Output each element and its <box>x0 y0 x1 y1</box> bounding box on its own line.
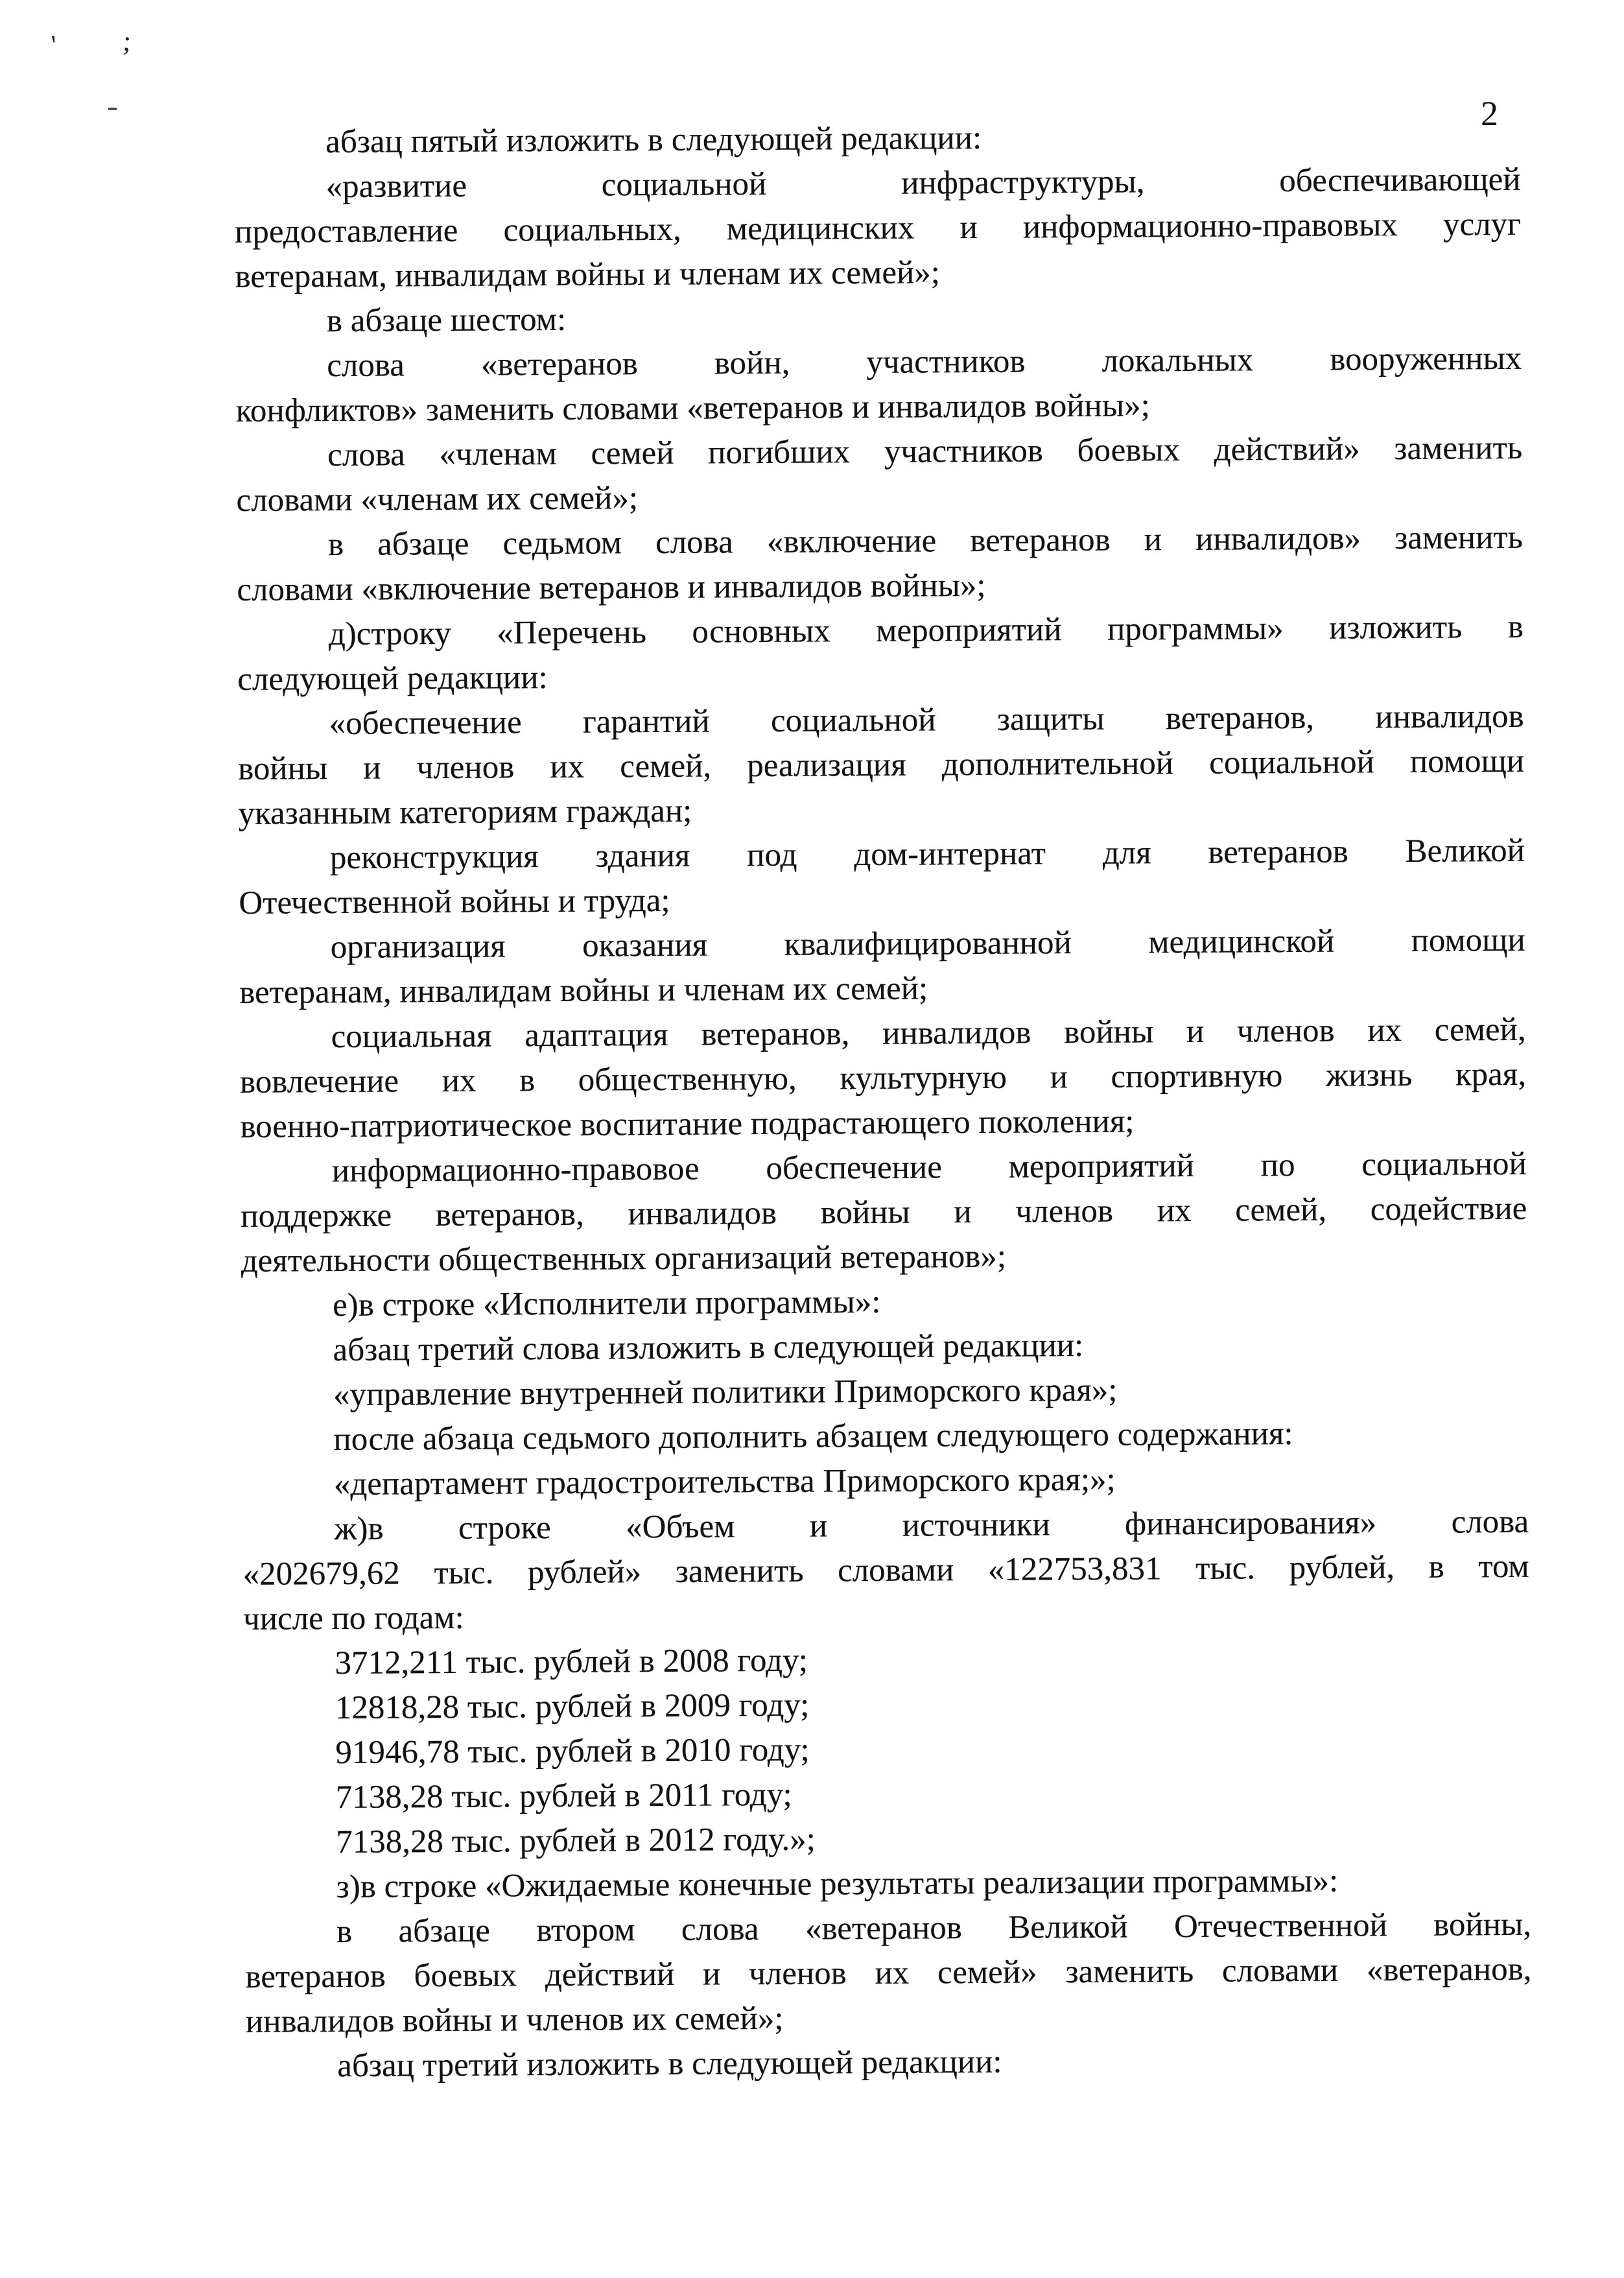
document-line: организация оказания квалифицированной медицинской помощи <box>330 921 1525 966</box>
document-line: абзац третий слова изложить в следующей редакции: <box>333 1327 1084 1369</box>
document-line: 7138,28 тыс. рублей в 2011 году; <box>335 1776 792 1816</box>
document-line: ветеранам, инвалидам войны и членам их семей»; <box>235 254 941 295</box>
document-line: абзац пятый изложить в следующей редакции: <box>325 119 982 161</box>
document-line: военно-патриотическое воспитание подрастающего поколения; <box>240 1103 1135 1145</box>
document-line: после абзаца седьмого дополнить абзацем следующего содержания: <box>333 1416 1293 1458</box>
document-line: 3712,211 тыс. рублей в 2008 году; <box>335 1642 808 1682</box>
document-line: д)строку «Перечень основных мероприятий программы» изложить в <box>328 608 1524 653</box>
document-line: з)в строке «Ожидаемые конечные результаты реализации программы»: <box>336 1862 1339 1906</box>
scan-artifact-speck: ; <box>122 25 132 58</box>
document-line: вовлечение их в общественную, культурную и спортивную жизнь края, <box>239 1056 1527 1100</box>
document-line: «обеспечение гарантий социальной защиты ветеранов, инвалидов <box>329 698 1524 742</box>
document-line: абзац третий изложить в следующей редакции: <box>337 2043 1002 2085</box>
document-line: инвалидов войны и членов их семей»; <box>245 2000 784 2040</box>
document-line: ветеранам, инвалидам войны и членам их семей; <box>239 970 928 1011</box>
document-line: «202679,62 тыс. рублей» заменить словами «122753,831 тыс. рублей, в том <box>242 1548 1529 1593</box>
document-line: социальная адаптация ветеранов, инвалидов войны и членов их семей, <box>331 1011 1526 1056</box>
document-line: «развитие социальной инфраструктуры, обеспечивающей <box>325 161 1521 206</box>
page-number: 2 <box>1481 94 1498 133</box>
document-line: 91946,78 тыс. рублей в 2010 году; <box>335 1731 810 1772</box>
document-line: предоставление социальных, медицинских и информационно-правовых услуг <box>234 206 1522 250</box>
document-line: конфликтов» заменить словами «ветеранов и инвалидов войны»; <box>235 387 1150 429</box>
document-line: ж)в строке «Объем и источники финансирования» слова <box>334 1503 1529 1548</box>
document-line: 7138,28 тыс. рублей в 2012 году.»; <box>336 1821 816 1861</box>
scan-artifact-dash <box>108 108 117 110</box>
document-line: поддержке ветеранов, инвалидов войны и членов их семей, содействие <box>241 1190 1527 1235</box>
document-line: реконструкция здания под дом-интернат для ветеранов Великой <box>329 832 1525 877</box>
document-line: Отечественной войны и труда; <box>239 882 670 921</box>
document-line: в абзаце шестом: <box>326 301 567 340</box>
document-line: «департамент градостроительства Приморского края;»; <box>333 1461 1116 1503</box>
document-line: в абзаце седьмом слова «включение ветеранов и инвалидов» заменить <box>327 519 1524 564</box>
document-line: войны и членов их семей, реализация дополнительной социальной помощи <box>237 742 1525 787</box>
document-line: «управление внутренней политики Приморского края»; <box>333 1371 1118 1414</box>
document-body <box>234 113 1533 2089</box>
document-line: 12818,28 тыс. рублей в 2009 году; <box>335 1687 810 1727</box>
document-line: словами «членам их семей»; <box>236 480 639 519</box>
document-line: слова «ветеранов войн, участников локальных вооруженных <box>327 340 1522 385</box>
document-line: указанным категориям граждан; <box>238 792 692 832</box>
document-line: деятельности общественных организаций ветеранов»; <box>241 1238 1007 1279</box>
document-line: е)в строке «Исполнители программы»: <box>332 1283 881 1324</box>
document-line: слова «членам семей погибших участников боевых действий» заменить <box>327 429 1523 474</box>
scan-artifact-speck: ' <box>49 29 60 62</box>
document-line: следующей редакции: <box>237 659 548 698</box>
document-line: словами «включение ветеранов и инвалидов войны»; <box>237 567 986 608</box>
document-line: числе по годам: <box>242 1599 464 1637</box>
document-line: в абзаце втором слова «ветеранов Великой Отечественной войны, <box>336 1906 1532 1951</box>
document-line: информационно-правовое обеспечение мероприятий по социальной <box>331 1145 1527 1190</box>
document-line: ветеранов боевых действий и членов их семей» заменить словами «ветеранов, <box>245 1951 1532 1995</box>
